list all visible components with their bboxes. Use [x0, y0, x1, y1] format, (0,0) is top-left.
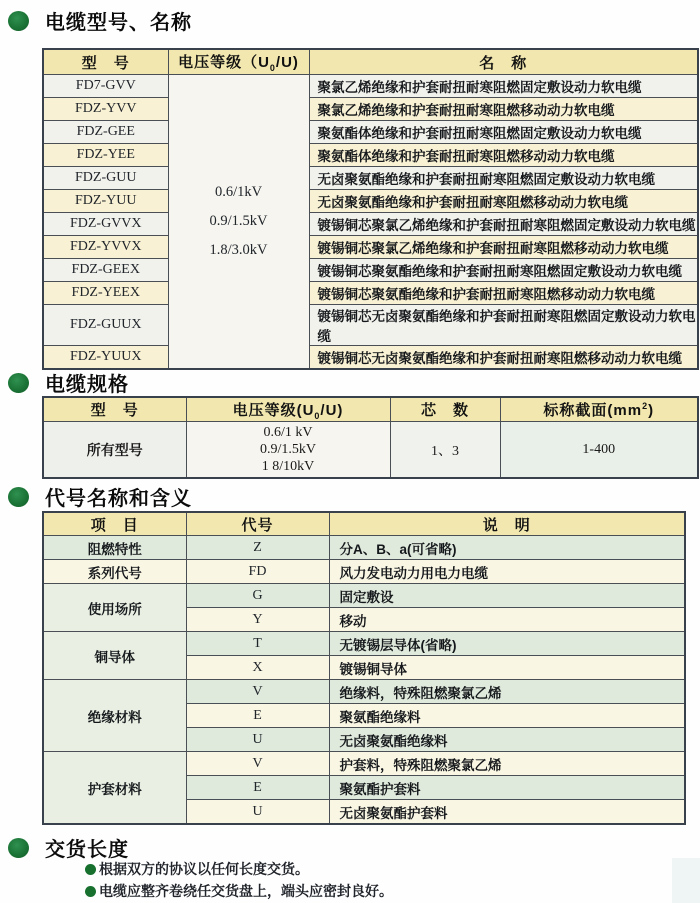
model-code: FDZ-GUUX — [43, 305, 168, 346]
model-code: FDZ-GUU — [43, 167, 168, 190]
spec-section: 1-400 — [500, 422, 698, 479]
col-header-model: 型 号 — [43, 397, 186, 422]
section-title: 电缆规格 — [45, 374, 129, 396]
table-row — [43, 190, 698, 213]
item-name: 使用场所 — [43, 584, 186, 632]
item-name: 系列代号 — [43, 560, 186, 584]
model-code: FDZ-YVV — [43, 98, 168, 121]
code-description: 聚氨酯绝缘料 — [329, 704, 685, 728]
section-code-meaning-heading — [8, 482, 192, 511]
model-code: FDZ-GVVX — [43, 213, 168, 236]
table-row — [43, 305, 698, 346]
voltage-line: 0.6/1 kV — [263, 425, 313, 440]
cable-name: 聚氨酯体绝缘和护套耐扭耐寒阻燃移动动力软电缆 — [309, 144, 698, 167]
code-value: Y — [186, 608, 329, 632]
code-value: E — [186, 776, 329, 800]
col-header-desc: 说 明 — [329, 512, 685, 536]
col-header-section: 标称截面$(mm^2)$ — [500, 397, 698, 422]
model-code: FDZ-YUUX — [43, 346, 168, 370]
model-code: FDZ-GEEX — [43, 259, 168, 282]
code-description: 无卤聚氨酯绝缘料 — [329, 728, 685, 752]
code-description: 无卤聚氨酯护套料 — [329, 800, 685, 825]
table-header-row — [43, 397, 698, 422]
cable-name: 无卤聚氨酯绝缘和护套耐扭耐寒阻燃固定敷设动力软电缆 — [309, 167, 698, 190]
code-value: U — [186, 728, 329, 752]
col-header-item: 项 目 — [43, 512, 186, 536]
table-row — [43, 213, 698, 236]
model-code: FDZ-GEE — [43, 121, 168, 144]
model-code: FDZ-YEEX — [43, 282, 168, 305]
section-cable-specs-heading — [8, 368, 129, 397]
table-row — [43, 632, 685, 656]
cable-name: 聚氨酯体绝缘和护套耐扭耐寒阻燃固定敷设动力软电缆 — [309, 121, 698, 144]
table-row — [43, 75, 698, 98]
item-name: 铜导体 — [43, 632, 186, 680]
table-row — [43, 422, 698, 479]
col-header-name: 名 称 — [309, 49, 698, 75]
table-row — [43, 584, 685, 608]
section-bullet-icon — [8, 11, 29, 31]
voltage-merged-cell — [168, 75, 309, 370]
code-value: V — [186, 680, 329, 704]
code-value: V — [186, 752, 329, 776]
table-row — [43, 236, 698, 259]
voltage-line: 0.9/1.5kV — [209, 213, 268, 229]
section-title: 电缆型号、名称 — [45, 12, 192, 34]
cable-model-table — [42, 48, 699, 370]
voltage-line: 0.9/1.5kV — [260, 442, 316, 457]
code-description: 无镀锡层导体(省略) — [329, 632, 685, 656]
table-row — [43, 98, 698, 121]
voltage-line: 1.8/3.0kV — [209, 242, 268, 258]
table-row — [43, 167, 698, 190]
model-code: FDZ-YEE — [43, 144, 168, 167]
cable-name: 镀锡铜芯聚氨酯绝缘和护套耐扭耐寒阻燃移动动力软电缆 — [309, 282, 698, 305]
bullet-icon — [85, 886, 96, 897]
code-value: G — [186, 584, 329, 608]
code-description: 分A、B、a(可省略) — [329, 536, 685, 560]
item-name: 绝缘材料 — [43, 680, 186, 752]
code-value: Z — [186, 536, 329, 560]
table-row — [43, 282, 698, 305]
cable-spec-table — [42, 396, 699, 479]
section-title: 代号名称和含义 — [45, 488, 192, 510]
code-description: 镀锡铜导体 — [329, 656, 685, 680]
code-description: 聚氨酯护套料 — [329, 776, 685, 800]
cable-name: 镀锡铜芯无卤聚氨酯绝缘和护套耐扭耐寒阻燃移动动力软电缆 — [309, 346, 698, 370]
table-row — [43, 560, 685, 584]
bullet-icon — [85, 864, 96, 875]
voltage-line: 1 8/10kV — [261, 459, 315, 474]
scan-artifact — [672, 858, 700, 903]
table-row — [43, 259, 698, 282]
section-delivery-length-heading — [8, 833, 129, 862]
item-name: 护套材料 — [43, 752, 186, 825]
cable-name: 镀锡铜芯聚氯乙烯绝缘和护套耐扭耐寒阻燃移动动力软电缆 — [309, 236, 698, 259]
model-code: FD7-GVV — [43, 75, 168, 98]
cable-name: 镀锡铜芯聚氨酯绝缘和护套耐扭耐寒阻燃固定敷设动力软电缆 — [309, 259, 698, 282]
col-header-model: 型 号 — [43, 49, 168, 75]
table-row — [43, 144, 698, 167]
model-code: FDZ-YVVX — [43, 236, 168, 259]
cable-name: 镀锡铜芯聚氯乙烯绝缘和护套耐扭耐寒阻燃固定敷设动力软电缆 — [309, 213, 698, 236]
cable-name: 无卤聚氨酯绝缘和护套耐扭耐寒阻燃移动动力软电缆 — [309, 190, 698, 213]
voltage-line: 0.6/1kV — [214, 184, 263, 200]
code-value: X — [186, 656, 329, 680]
code-description: 固定敷设 — [329, 584, 685, 608]
table-header-row — [43, 49, 698, 75]
spec-cores: 1、3 — [390, 422, 500, 479]
delivery-note — [85, 859, 309, 879]
code-value: E — [186, 704, 329, 728]
delivery-note-text: 电缆应整齐卷绕任交货盘上，端头应密封良好。 — [99, 883, 393, 899]
delivery-note-text: 根据双方的协议以任何长度交货。 — [99, 861, 309, 877]
section-bullet-icon — [8, 838, 29, 858]
code-description: 风力发电动力用电力电缆 — [329, 560, 685, 584]
delivery-note — [85, 881, 393, 901]
table-row — [43, 536, 685, 560]
section-cable-models-heading — [8, 6, 192, 35]
cable-name: 聚氯乙烯绝缘和护套耐扭耐寒阻燃固定敷设动力软电缆 — [309, 75, 698, 98]
col-header-code: 代号 — [186, 512, 329, 536]
code-meaning-table — [42, 511, 686, 825]
code-description: 移动 — [329, 608, 685, 632]
table-row — [43, 121, 698, 144]
spec-voltages — [186, 422, 390, 479]
col-header-cores: 芯 数 — [390, 397, 500, 422]
code-value: U — [186, 800, 329, 825]
code-description: 绝缘料，特殊阻燃聚氯乙烯 — [329, 680, 685, 704]
col-header-voltage: 电压等级$(U_0/U)$ — [186, 397, 390, 422]
col-header-voltage: 电压等级$(U_0/U)$ — [168, 49, 309, 75]
section-bullet-icon — [8, 373, 29, 393]
model-code: FDZ-YUU — [43, 190, 168, 213]
spec-model: 所有型号 — [43, 422, 186, 479]
item-name: 阻燃特性 — [43, 536, 186, 560]
code-value: T — [186, 632, 329, 656]
section-bullet-icon — [8, 487, 29, 507]
table-row — [43, 680, 685, 704]
table-row — [43, 346, 698, 370]
code-value: FD — [186, 560, 329, 584]
section-title: 交货长度 — [45, 839, 129, 861]
cable-name: 聚氯乙烯绝缘和护套耐扭耐寒阻燃移动动力软电缆 — [309, 98, 698, 121]
table-header-row — [43, 512, 685, 536]
table-row — [43, 752, 685, 776]
cable-name: 镀锡铜芯无卤聚氨酯绝缘和护套耐扭耐寒阻燃固定敷设动力软电缆 — [309, 305, 698, 346]
code-description: 护套料，特殊阻燃聚氯乙烯 — [329, 752, 685, 776]
